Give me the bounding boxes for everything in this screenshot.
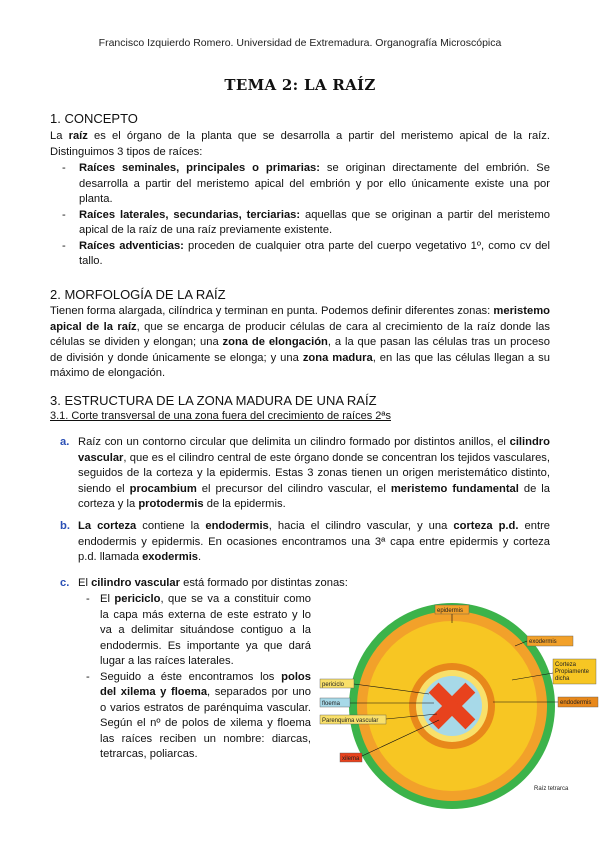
- svg-text:Propiamente: Propiamente: [555, 669, 590, 675]
- list-item: - Raíces laterales, secundarias, terciarias: aquellas que se originan a partir del meristemo apical de la raíz de una raíz previamente existente.: [62, 208, 550, 236]
- svg-text:exodermis: exodermis: [529, 639, 557, 645]
- svg-text:endodermis: endodermis: [560, 700, 592, 706]
- point-letter: b.: [60, 520, 70, 532]
- list-item: - Raíces adventicias: proceden de cualquier otra parte del cuerpo vegetativo 1º, como cv del tallo.: [62, 239, 550, 267]
- page-title: TEMA 2: LA RAÍZ: [224, 76, 376, 94]
- subsection-3-1-heading: 3.1. Corte transversal de una zona fuera del crecimiento de raíces 2ªs: [50, 410, 391, 422]
- list-item: - Seguido a éste encontramos los polos del xilema y floema, separados por uno o varios estratos de parénquima vascular. Según el nº de polos de xilema y floema las raíces reciben un nombre: diarcas, tetrarcas, poliarcas.: [86, 670, 311, 760]
- xylem-center: [446, 700, 458, 712]
- svg-text:epidermis: epidermis: [437, 608, 464, 614]
- section-2-paragraph: Tienen forma alargada, cilíndrica y terminan en punta. Podemos definir diferentes zonas: meristemo apical de la raíz, que se encarga de producir células de cara al crecimiento de la raíz donde las células se dividen y elongan; una zona de elongación, a la que pasan las células tras un proceso de división y donde únicamente se elonga; y una zona madura, en las que las células llegan a su máximo de elongación.: [50, 305, 550, 379]
- point-c: c. El cilindro vascular está formado por distintas zonas:: [60, 576, 550, 592]
- section-2-heading: 2. MORFOLOGÍA DE LA RAÍZ: [50, 287, 226, 302]
- svg-text:periciclo: periciclo: [322, 682, 345, 688]
- svg-text:dicha: dicha: [555, 676, 570, 682]
- section-3-heading: 3. ESTRUCTURA DE LA ZONA MADURA DE UNA RAÍZ: [50, 393, 377, 408]
- svg-text:xilema: xilema: [342, 756, 360, 762]
- section-1-intro: La raíz es el órgano de la planta que se desarrolla a partir del meristemo apical de la raíz. Distinguimos 3 tipos de raíces:: [50, 130, 550, 158]
- root-types-list: [62, 161, 550, 270]
- diagram-caption: Raíz tetrarca: [534, 786, 569, 792]
- point-b: b. La corteza contiene la endodermis, hacia el cilindro vascular, y una corteza p.d. entre endodermis y epidermis. En ocasiones encontramos una 3ª capa entre epidermis y corteza p.d. llamada exodermis.: [60, 520, 551, 563]
- point-a: a. Raíz con un contorno circular que delimita un cilindro formado por distintos anillos, el cilindro vascular, que es el cilindro central de este órgano donde se concentran los tejidos vasculares, seguidos de la corteza y la epidermis. Estas 3 zonas tienen un origen meristemático distinto, siendo el procambium el precursor del cilindro vascular, el meristemo fundamental de la corteza y la protodermis de la epidermis.: [60, 436, 550, 510]
- point-letter: a.: [60, 436, 70, 448]
- root-cross-section-diagram: [317, 598, 600, 814]
- vascular-cylinder-list: [86, 592, 311, 763]
- page-header: Francisco Izquierdo Romero. Universidad de Extremadura. Organografía Microscópica: [98, 37, 502, 49]
- svg-text:floema: floema: [322, 701, 341, 707]
- svg-text:Corteza: Corteza: [555, 662, 577, 668]
- list-item: - Raíces seminales, principales o primarias: se originan directamente del embrión. Se desarrolla a partir del meristemo apical del embrión y por ello únicamente existe una por planta.: [62, 162, 550, 205]
- point-letter: c.: [60, 577, 70, 589]
- list-item: - El periciclo, que se va a constituir como la capa más externa de este estrato y lo va a delimitar situándose contiguo a la endodermis. Es importante ya que dará lugar a las raíces laterales.: [86, 593, 311, 667]
- svg-text:Parenquima vascular: Parenquima vascular: [322, 718, 379, 724]
- section-1-heading: 1. CONCEPTO: [50, 111, 138, 126]
